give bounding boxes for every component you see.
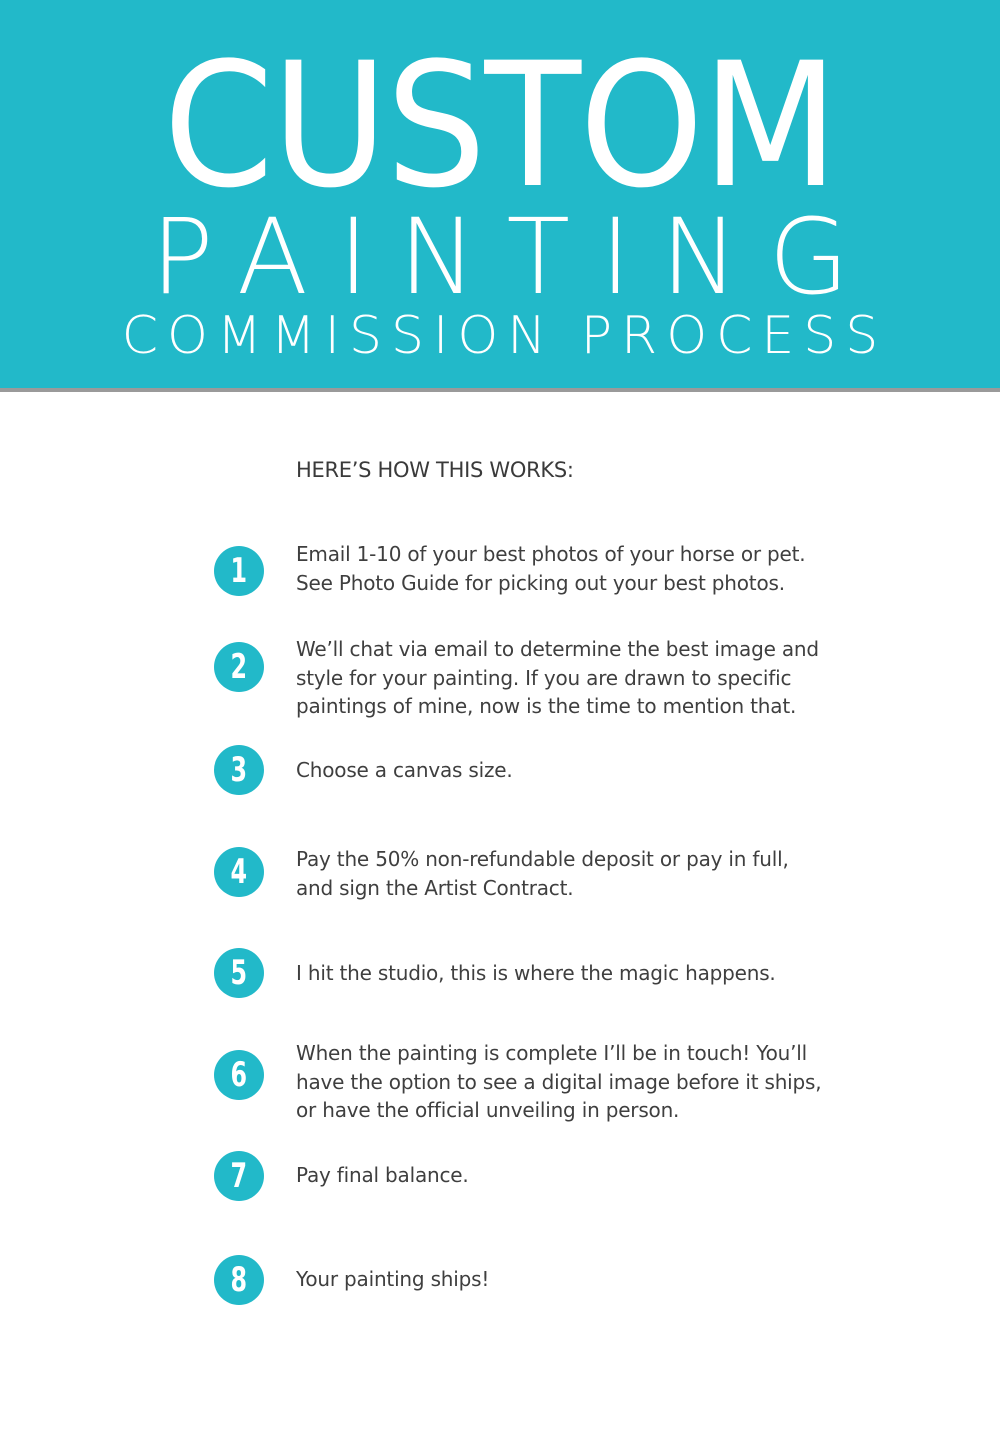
step-number-badge: 3 (214, 745, 264, 795)
step-text-line: See Photo Guide for picking out your best photos. (296, 570, 785, 595)
step-text-line: I hit the studio, this is where the magic happens. (296, 961, 776, 985)
title-custom: CUSTOM (163, 25, 837, 226)
step-text-line: When the painting is complete I’ll be in touch! You’ll (296, 1041, 808, 1065)
step-number-badge: 6 (214, 1050, 264, 1100)
step-number-badge: 5 (214, 948, 264, 998)
step-text (296, 540, 836, 597)
title-painting: PAINTING (150, 196, 880, 318)
step-text (296, 1039, 836, 1125)
title-commission-process: COMMISSION PROCESS (121, 306, 888, 366)
step-text-line: style for your painting. If you are drawn to specific (296, 665, 792, 690)
intro-heading: HERE’S HOW THIS WORKS: (296, 458, 574, 482)
step-number-badge: 4 (214, 847, 264, 897)
header-banner (0, 0, 1000, 392)
step-text-line: Pay the 50% non-refundable deposit or pay in full, (296, 847, 789, 871)
step-text-line: Pay final balance. (296, 1163, 469, 1187)
step-text-line: Your painting ships! (296, 1267, 490, 1291)
step-number-badge: 1 (214, 546, 264, 596)
step-text-line: Choose a canvas size. (296, 758, 513, 782)
step-number-badge: 7 (214, 1151, 264, 1201)
step-text (296, 845, 836, 902)
step-text-line: We’ll chat via email to determine the best image and (296, 637, 819, 661)
step-text (296, 635, 836, 721)
step-text (296, 1161, 836, 1190)
step-text (296, 1265, 836, 1294)
step-text-line: Email 1-10 of your best photos of your horse or pet. (296, 542, 806, 566)
step-text (296, 756, 836, 785)
step-text-line: and sign the Artist Contract. (296, 875, 574, 900)
step-number-badge: 8 (214, 1255, 264, 1305)
step-text-line: have the option to see a digital image before it ships, (296, 1069, 822, 1094)
step-text-line: paintings of mine, now is the time to mention that. (296, 694, 797, 718)
step-text-line: or have the official unveiling in person. (296, 1098, 680, 1122)
step-text (296, 959, 836, 988)
step-number-badge: 2 (214, 642, 264, 692)
